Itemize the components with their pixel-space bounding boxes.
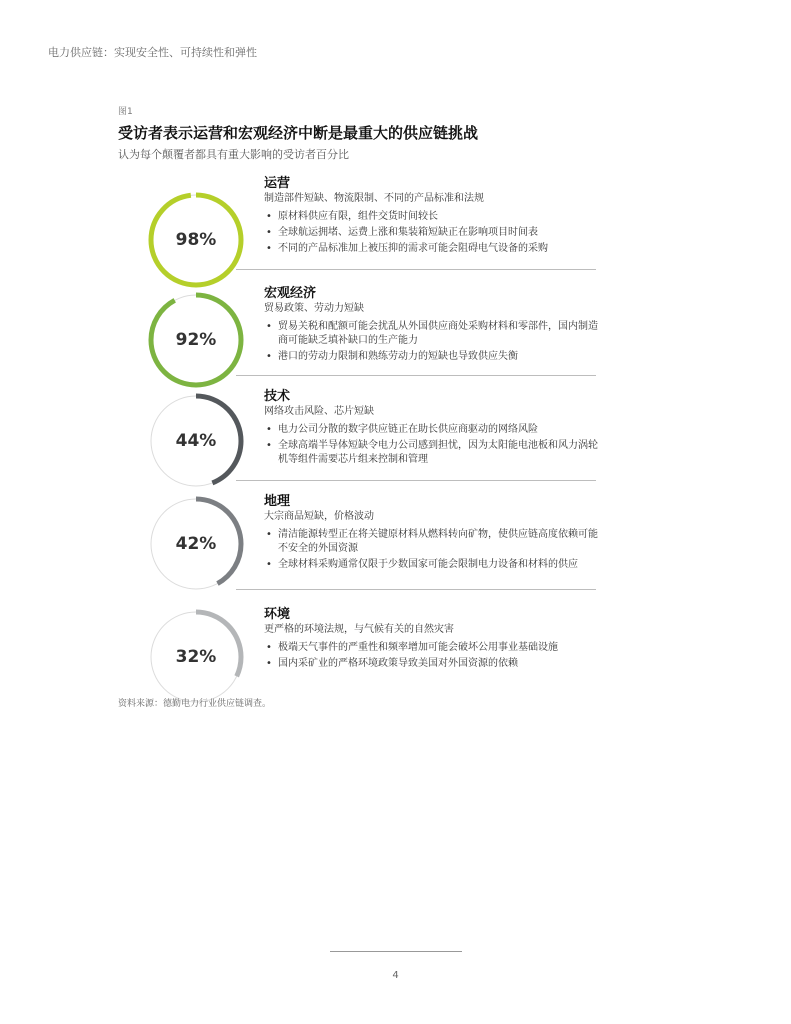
percent-label: 44% (175, 431, 217, 451)
bullet-item: • 极端天气事件的严重性和频率增加可能会破坏公用事业基础设施 (264, 641, 604, 655)
category-technology (264, 389, 604, 469)
bullet-item: • 清洁能源转型正在将关键原材料从燃料转向矿物，使供应链高度依赖可能不安全的外国资源 (264, 528, 604, 556)
category-environment (264, 607, 604, 673)
figure-subtitle: 认为每个颠覆者都具有重大影响的受访者百分比 (118, 148, 349, 161)
category-title: 运营 (264, 176, 291, 191)
bullet-item: • 贸易关税和配额可能会扰乱从外国供应商处采购材料和零部件，国内制造商可能缺乏填补缺口的生产能力 (264, 320, 604, 348)
footer-rule (330, 951, 462, 952)
category-title: 环境 (264, 607, 291, 622)
bullet-item: • 国内采矿业的严格环境政策导致美国对外国资源的依赖 (264, 657, 604, 671)
category-title: 地理 (264, 494, 291, 509)
bullet-item: • 不同的产品标准加上被压抑的需求可能会阻碍电气设备的采购 (264, 242, 604, 256)
page-number: 4 (392, 970, 399, 981)
bullet-list (264, 320, 604, 364)
category-summary: 网络攻击风险、芯片短缺 (264, 406, 374, 417)
percent-label: 92% (175, 330, 217, 350)
figure-title: 受访者表示运营和宏观经济中断是最重大的供应链挑战 (118, 124, 479, 142)
category-summary: 贸易政策、劳动力短缺 (264, 303, 364, 314)
category-geography (264, 494, 604, 574)
progress-ring-technology (145, 390, 247, 492)
category-title: 技术 (264, 389, 291, 404)
running-head: 电力供应链：实现安全性、可持续性和弹性 (48, 46, 257, 59)
category-title: 宏观经济 (264, 286, 317, 301)
category-summary: 制造部件短缺、物流限制、不同的产品标准和法规 (264, 193, 484, 204)
category-summary: 更严格的环境法规，与气候有关的自然灾害 (264, 624, 454, 635)
bullet-list (264, 210, 604, 256)
progress-ring-operations (145, 189, 247, 291)
category-operations (264, 176, 604, 258)
bullet-item: • 全球材料采购通常仅限于少数国家可能会限制电力设备和材料的供应 (264, 558, 604, 572)
bullet-item: • 全球高端半导体短缺令电力公司感到担忧，因为太阳能电池板和风力涡轮机等组件需要芯片组来控制和管理 (264, 439, 604, 467)
bullet-item: • 电力公司分散的数字供应链正在助长供应商驱动的网络风险 (264, 423, 604, 437)
percent-label: 32% (175, 647, 217, 667)
category-summary: 大宗商品短缺，价格波动 (264, 511, 374, 522)
divider (236, 589, 596, 590)
percent-label: 42% (175, 534, 217, 554)
bullet-item: • 全球航运拥堵、运费上涨和集装箱短缺正在影响项目时间表 (264, 226, 604, 240)
bullet-list (264, 423, 604, 467)
bullet-item: • 港口的劳动力限制和熟练劳动力的短缺也导致供应失衡 (264, 350, 604, 364)
progress-ring-macroeconomy (145, 289, 247, 391)
figure-label: 图1 (118, 107, 133, 117)
divider (236, 480, 596, 481)
divider (236, 375, 596, 376)
bullet-list (264, 641, 604, 671)
category-macroeconomy (264, 286, 604, 366)
divider (236, 269, 596, 270)
source-note: 资料来源：德勤电力行业供应链调查。 (118, 699, 272, 709)
progress-ring-environment (145, 606, 247, 708)
bullet-item: • 原材料供应有限，组件交货时间较长 (264, 210, 604, 224)
progress-ring-geography (145, 493, 247, 595)
percent-label: 98% (175, 230, 217, 250)
bullet-list (264, 528, 604, 572)
